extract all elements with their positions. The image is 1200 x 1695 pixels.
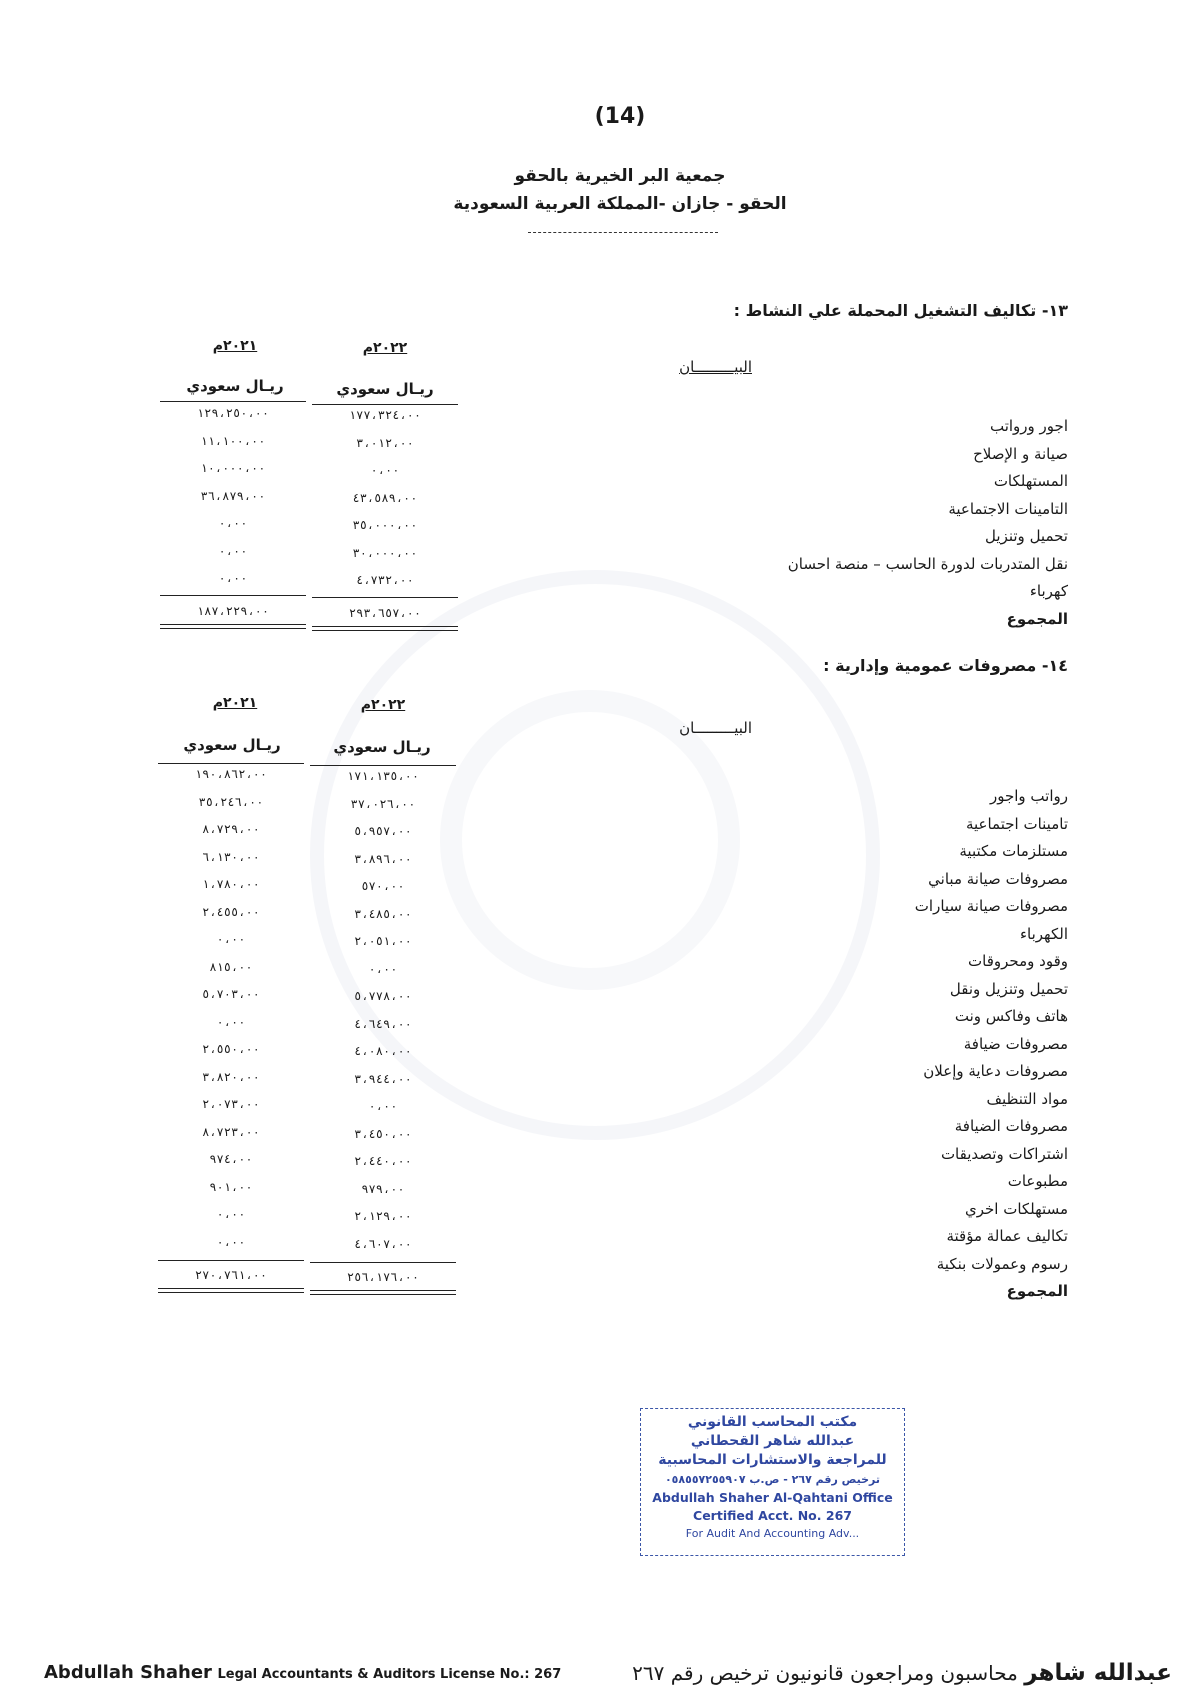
values-previous-2021 — [168, 400, 298, 593]
organization-location: الحقو - جازان -المملكة العربية السعودية — [453, 194, 787, 214]
line-item: رسوم وعمولات بنكية — [936, 1254, 1068, 1273]
subtotal-rule — [158, 1260, 304, 1261]
value-cell: ٩٧٤،٠٠ — [209, 1152, 253, 1166]
footer-ar-text: محاسبون ومراجعون قانونيون ترخيص رقم ٢٦٧ — [632, 1661, 1018, 1685]
auditor-stamp — [640, 1408, 905, 1556]
stamp-line: Abdullah Shaher Al-Qahtani Office — [652, 1490, 893, 1505]
line-item: مواد التنظيف — [986, 1089, 1068, 1108]
organization-name: جمعية البر الخيرية بالحقو — [514, 166, 726, 186]
line-item: تحميل وتنزيل — [985, 527, 1068, 545]
value-cell: ٠،٠٠ — [370, 463, 400, 477]
value-cell: ٠،٠٠ — [216, 1234, 246, 1249]
line-item: مصروفات ضيافة — [963, 1034, 1068, 1053]
stamp-line: ترخيص رقم ٢٦٧ - ص.ب ٠٥٨٥٥٧٢٥٥٩٠٧ — [664, 1473, 881, 1486]
value-cell: ٢،٥٥٠،٠٠ — [202, 1042, 260, 1056]
year-current: ٢٠٢٢م — [362, 340, 408, 356]
value-cell: ٠،٠٠ — [368, 961, 398, 976]
values-current-2022 — [320, 402, 450, 595]
currency-previous: ريـال سعودي — [186, 377, 284, 395]
value-cell: ٠،٠٠ — [218, 516, 248, 530]
stamp-line: عبدالله شاهر القحطاني — [690, 1433, 855, 1449]
value-cell: ١٩٠،٨٦٢،٠٠ — [194, 767, 268, 781]
subtotal-rule — [160, 595, 306, 596]
line-item: اشتراكات وتصديقات — [940, 1144, 1068, 1163]
total-label: المجموع — [1006, 609, 1068, 628]
value-cell: ٣،٤٥٠،٠٠ — [354, 1126, 412, 1141]
line-item: الكهرباء — [1019, 924, 1068, 943]
value-cell: ٣٧،٠٢٦،٠٠ — [350, 796, 416, 811]
subtotal-rule — [312, 597, 458, 598]
page-number: (14) — [594, 104, 646, 129]
value-cell: ٢،٠٧٣،٠٠ — [202, 1097, 260, 1111]
line-item: مستهلكات اخري — [964, 1199, 1068, 1218]
value-cell: ٣،٠١٢،٠٠ — [356, 435, 414, 450]
value-cell: ٠،٠٠ — [216, 1014, 246, 1029]
value-cell: ٤،٦٤٩،٠٠ — [354, 1016, 412, 1031]
value-cell: ١٢٩،٢٥٠،٠٠ — [196, 406, 270, 420]
value-cell: ٣،٨٢٠،٠٠ — [202, 1069, 260, 1084]
section-title: ١٣- تكاليف التشغيل المحملة علي النشاط : — [733, 301, 1068, 320]
value-cell: ٥،٧٧٨،٠٠ — [354, 989, 412, 1003]
value-cell: ٤،٧٣٢،٠٠ — [356, 573, 414, 587]
value-cell: ٣،٨٩٦،٠٠ — [354, 851, 412, 866]
value-cell: ٥،٩٥٧،٠٠ — [354, 824, 412, 838]
value-cell: ١٧١،١٣٥،٠٠ — [346, 769, 420, 783]
line-item: تكاليف عمالة مؤقتة — [946, 1227, 1068, 1245]
value-cell: ٠،٠٠ — [218, 571, 248, 585]
line-item: صيانة و الإصلاح — [973, 444, 1068, 463]
stamp-line: Certified Acct. No. 267 — [693, 1508, 852, 1523]
year-previous: ٢٠٢١م — [212, 695, 258, 711]
value-cell: ٤،٠٨٠،٠٠ — [354, 1044, 412, 1058]
line-item: رواتب واجور — [989, 787, 1068, 805]
footer-en-text: Legal Accountants & Auditors License No.: 267 — [217, 1667, 562, 1682]
value-cell: ٣،٩٤٤،٠٠ — [354, 1071, 412, 1086]
statement-header: البيـــــــــان — [679, 358, 752, 376]
value-cell: ٣،٤٨٥،٠٠ — [354, 906, 412, 921]
value-cell: ٢،١٢٩،٠٠ — [354, 1209, 412, 1223]
line-item: اجور ورواتب — [989, 417, 1068, 435]
line-item: مستلزمات مكتبية — [959, 842, 1068, 860]
stamp-line: For Audit And Accounting Adv... — [685, 1527, 860, 1540]
value-cell: ٤٣،٥٨٩،٠٠ — [352, 490, 418, 505]
year-previous: ٢٠٢١م — [212, 338, 258, 354]
line-item-labels — [915, 783, 1068, 1306]
value-cell: ٠،٠٠ — [216, 932, 246, 946]
value-cell: ٤،٦٠٧،٠٠ — [354, 1236, 412, 1251]
value-cell: ١١،١٠٠،٠٠ — [200, 433, 266, 448]
line-item: تحميل وتنزيل ونقل — [949, 979, 1068, 998]
footer-english — [44, 1662, 561, 1683]
value-cell: ٩٠١،٠٠ — [209, 1179, 253, 1194]
total-double-rule — [160, 624, 306, 629]
line-item: تامينات اجتماعية — [965, 814, 1068, 833]
total-previous: ١٨٧،٢٢٩،٠٠ — [196, 604, 270, 618]
value-cell: ٩٧٩،٠٠ — [361, 1181, 405, 1196]
stamp-line: مكتب المحاسب القانوني — [687, 1414, 858, 1430]
value-cell: ١،٧٨٠،٠٠ — [202, 877, 260, 891]
value-cell: ٨١٥،٠٠ — [209, 959, 253, 974]
total-current: ٢٩٣،٦٥٧،٠٠ — [348, 606, 422, 620]
section-title: ١٤- مصروفات عمومية وإدارية : — [823, 656, 1068, 675]
year-current: ٢٠٢٢م — [360, 697, 406, 713]
total-current: ٢٥٦،١٧٦،٠٠ — [346, 1270, 420, 1284]
value-cell: ٢،٠٥١،٠٠ — [354, 934, 412, 948]
value-cell: ٨،٧٢٩،٠٠ — [202, 822, 260, 836]
footer-en-name: Abdullah Shaher — [44, 1662, 212, 1683]
footer-arabic — [632, 1660, 1172, 1686]
value-cell: ٨،٧٢٣،٠٠ — [202, 1124, 260, 1139]
line-item: مطبوعات — [1007, 1172, 1068, 1190]
total-double-rule — [312, 626, 458, 631]
value-cell: ٢،٤٥٥،٠٠ — [202, 904, 260, 919]
total-previous: ٢٧٠،٧٦١،٠٠ — [194, 1268, 268, 1282]
line-item: التامينات الاجتماعية — [948, 499, 1068, 518]
value-cell: ٣٠،٠٠٠،٠٠ — [352, 545, 418, 560]
line-item: مصروفات دعاية وإعلان — [923, 1062, 1068, 1080]
currency-previous: ريـال سعودي — [183, 736, 281, 754]
line-item: هاتف وفاكس ونت — [954, 1007, 1068, 1025]
stamp-line: للمراجعة والاستشارات المحاسبية — [658, 1452, 887, 1468]
line-item: المستهلكات — [993, 472, 1068, 490]
value-cell: ١٠،٠٠٠،٠٠ — [200, 461, 266, 475]
value-cell: ٠،٠٠ — [218, 543, 248, 558]
value-cell: ٥،٧٠٣،٠٠ — [202, 987, 260, 1001]
currency-current: ريـال سعودي — [336, 380, 434, 398]
value-cell: ٠،٠٠ — [216, 1207, 246, 1221]
statement-header: البيـــــــــان — [679, 719, 752, 737]
value-cell: ٠،٠٠ — [368, 1099, 398, 1113]
values-current-2022 — [318, 763, 448, 1258]
value-cell: ١٧٧،٣٢٤،٠٠ — [348, 408, 422, 422]
value-cell: ٥٧٠،٠٠ — [361, 879, 405, 893]
header-divider — [528, 232, 718, 233]
value-cell: ٢،٤٤٠،٠٠ — [354, 1154, 412, 1168]
total-double-rule — [158, 1288, 304, 1293]
line-item: مصروفات صيانة مباني — [928, 869, 1068, 888]
footer-ar-name: عبدالله شاهر — [1024, 1660, 1172, 1686]
line-item: مصروفات صيانة سيارات — [914, 897, 1068, 915]
value-cell: ٣٦،٨٧٩،٠٠ — [200, 488, 266, 503]
line-item: كهرباء — [1029, 582, 1068, 600]
currency-current: ريـال سعودي — [333, 738, 431, 756]
subtotal-rule — [310, 1262, 456, 1263]
line-item-labels — [788, 413, 1068, 633]
value-cell: ٣٥،٢٤٦،٠٠ — [198, 794, 264, 809]
line-item: نقل المتدربات لدورة الحاسب – منصة احسان — [787, 554, 1068, 573]
values-previous-2021 — [166, 761, 296, 1256]
total-label: المجموع — [1006, 1282, 1068, 1300]
value-cell: ٣٥،٠٠٠،٠٠ — [352, 518, 418, 532]
value-cell: ٦،١٣٠،٠٠ — [202, 849, 260, 864]
total-double-rule — [310, 1290, 456, 1295]
line-item: وقود ومحروقات — [968, 952, 1068, 970]
line-item: مصروفات الضيافة — [954, 1117, 1068, 1135]
